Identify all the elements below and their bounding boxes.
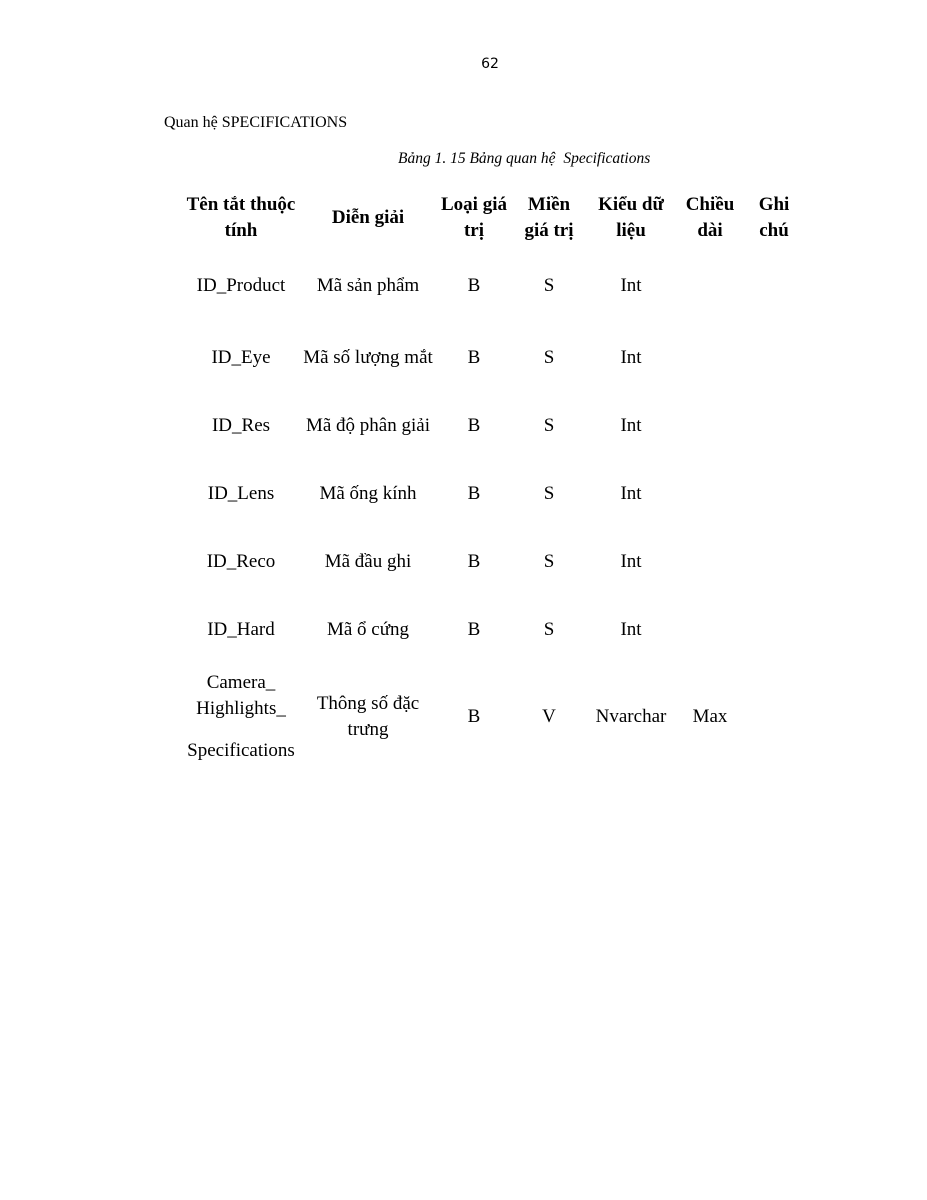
cell-value-type: B [467, 706, 481, 727]
cell-value-domain: S [543, 275, 555, 296]
cell-description [302, 664, 434, 770]
cell-value-type: B [467, 415, 481, 436]
cell-description: Mã ổ cứng [326, 619, 410, 640]
cell-value-type: B [467, 347, 481, 368]
cell-value-domain: S [543, 483, 555, 504]
cell-description: Mã đầu ghi [324, 551, 412, 572]
cell-attribute-name: ID_Reco [206, 551, 276, 572]
cell-value-domain: S [543, 619, 555, 640]
cell-length [678, 596, 742, 664]
cell-data-type: Int [620, 275, 642, 296]
header-data-type: Kiểu dữ liệu [598, 194, 664, 241]
cell-note [742, 392, 806, 460]
cell-attribute-name: ID_Res [211, 415, 271, 436]
attribute-name-line: Highlights_ [196, 698, 286, 719]
cell-data-type: Int [620, 551, 642, 572]
header-length: Chiều dài [685, 194, 735, 241]
cell-length: Max [692, 706, 728, 727]
cell-note [742, 460, 806, 528]
cell-value-type: B [467, 619, 481, 640]
cell-length [678, 248, 742, 324]
cell-data-type: Int [620, 347, 642, 368]
table-row [180, 596, 806, 664]
table-caption: Bảng 1. 15 Bảng quan hệ Specifications [398, 150, 651, 167]
cell-data-type: Nvarchar [595, 706, 667, 727]
cell-value-type: B [467, 275, 481, 296]
cell-description: Mã ống kính [319, 483, 417, 504]
cell-attribute-name [180, 664, 302, 770]
cell-description: Mã sản phẩm [316, 275, 420, 296]
cell-data-type: Int [620, 415, 642, 436]
cell-value-type: B [467, 551, 481, 572]
description-line: Thông số đặc [316, 693, 420, 714]
cell-attribute-name: ID_Hard [207, 619, 275, 640]
cell-note [742, 664, 806, 770]
attribute-name-line: Camera_ [206, 672, 276, 693]
header-value-domain: Miền giá trị [524, 194, 574, 241]
cell-note [742, 248, 806, 324]
cell-value-domain: V [542, 706, 556, 727]
specifications-table [180, 188, 806, 770]
cell-data-type: Int [620, 483, 642, 504]
cell-length [678, 324, 742, 392]
page-number: 62 [481, 56, 499, 72]
table-row [180, 664, 806, 770]
table-row [180, 324, 806, 392]
cell-value-domain: S [543, 551, 555, 572]
cell-length [678, 528, 742, 596]
table-row [180, 248, 806, 324]
header-description: Diễn giải [331, 207, 405, 228]
table-row [180, 528, 806, 596]
cell-length [678, 460, 742, 528]
table-row [180, 392, 806, 460]
header-value-type: Loại giá trị [441, 194, 507, 241]
cell-value-type: B [467, 483, 481, 504]
cell-description: Mã số lượng mắt [303, 347, 433, 368]
description-line: trưng [347, 719, 389, 740]
header-attribute-name: Tên tắt thuộc tính [186, 194, 296, 241]
table-row [180, 460, 806, 528]
cell-data-type: Int [620, 619, 642, 640]
table-header-row [180, 188, 806, 248]
cell-attribute-name: ID_Eye [211, 347, 271, 368]
cell-note [742, 596, 806, 664]
header-note: Ghi chú [758, 194, 790, 241]
cell-attribute-name: ID_Lens [207, 483, 275, 504]
cell-description: Mã độ phân giải [305, 415, 430, 436]
cell-length [678, 392, 742, 460]
cell-attribute-name: ID_Product [196, 275, 286, 296]
section-heading: Quan hệ SPECIFICATIONS [164, 114, 348, 131]
cell-value-domain: S [543, 347, 555, 368]
attribute-name-line: Specifications [187, 740, 295, 761]
cell-note [742, 528, 806, 596]
cell-note [742, 324, 806, 392]
cell-value-domain: S [543, 415, 555, 436]
